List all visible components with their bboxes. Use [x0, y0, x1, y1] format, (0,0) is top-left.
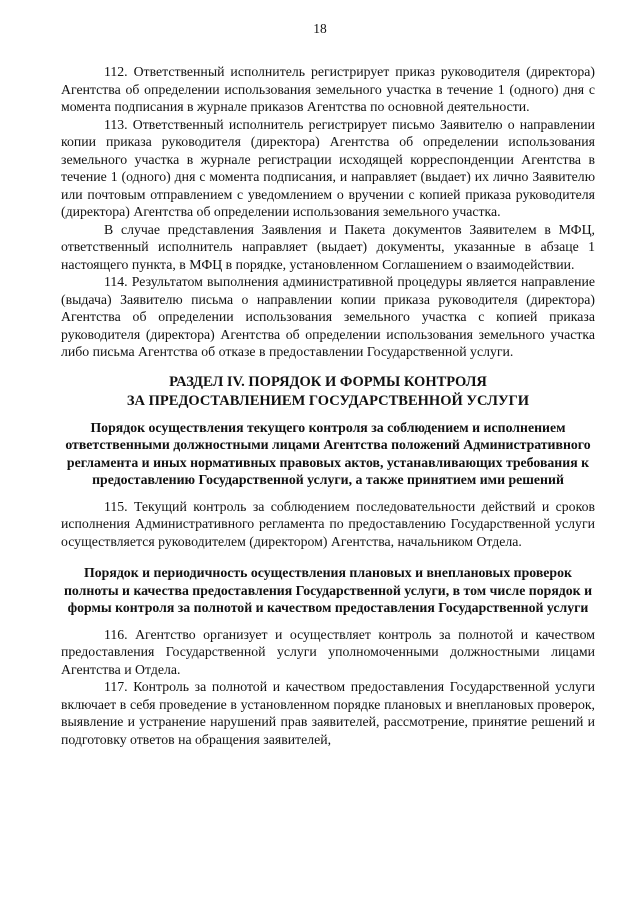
section-title [61, 373, 595, 411]
paragraph-112: 112. Ответственный исполнитель регистрирует приказ руководителя (директора) Агентства об определении использования земельного участка в течение 1 (одного) дня с момента подписания в журнале приказов Агентства по основной деятельности. [61, 64, 595, 114]
subheading-inspections: Порядок и периодичность осуществления плановых и внеплановых проверок полноты и качества предоставления Государственной услуги, в том числе порядок и формы контроля за полнотой и качеством предоставления Государственной услуги [63, 565, 593, 615]
paragraph-114: 114. Результатом выполнения административной процедуры является направление (выдача) Заявителю письма о направлении копии приказа руководителя (директора) Агентства об определении использования земельного участка с копией приказа руководителя (директора) Агентства об определении использования земельного участка либо письма Агентства об отказе в предоставлении Государственной услуги. [61, 274, 595, 359]
page-number: 18 [313, 21, 327, 36]
section-title-line-2: ЗА ПРЕДОСТАВЛЕНИЕМ ГОСУДАРСТВЕННОЙ УСЛУГИ [126, 392, 530, 409]
paragraph-117: 117. Контроль за полнотой и качеством предоставления Государственной услуги включает в себя проведение в установленном порядке плановых и внеплановых проверок, выявление и устранение нарушений прав заявителей, рассмотрение, принятие решений и подготовку ответов на обращения заявителей, [61, 679, 595, 747]
paragraph-113: 113. Ответственный исполнитель регистрирует письмо Заявителю о направлении копии приказа руководителя (директора) Агентства об определении использования земельного участка в журнале регистрации исходящей корреспонденции Агентства в течение 1 (одного) дня с момента подписания, и направляет (выдает) их лично Заявителю или почтовым отправлением с уведомлением о вручении с копией приказа руководителя (директора) Агентства об определении использования земельного участка. [61, 116, 595, 219]
paragraph-116: 116. Агентство организует и осуществляет контроль за полнотой и качеством предоставления Государственной услуги уполномоченными должностными лицами Агентства и Отдела. [61, 626, 595, 677]
paragraph-113-mfc: В случае представления Заявления и Пакета документов Заявителем в МФЦ, ответственный исполнитель направляет (выдает) документы, указанные в абзаце 1 настоящего пункта, в МФЦ в порядке, установленном Соглашением о взаимодействии. [61, 221, 595, 272]
page-content [61, 63, 595, 748]
section-title-line-1: РАЗДЕЛ IV. ПОРЯДОК И ФОРМЫ КОНТРОЛЯ [169, 373, 487, 390]
subheading-current-control: Порядок осуществления текущего контроля за соблюдением и исполнением ответственными должностными лицами Агентства положений Административного регламента и иных нормативных правовых актов, устанавливающих требования к предоставлению Государственной услуги, а также принятием ими решений [65, 419, 591, 487]
paragraph-115: 115. Текущий контроль за соблюдением последовательности действий и сроков исполнения Административного регламента по предоставлению Государственной услуги осуществляется руководителем (директором) Агентства, начальником Отдела. [61, 498, 595, 549]
